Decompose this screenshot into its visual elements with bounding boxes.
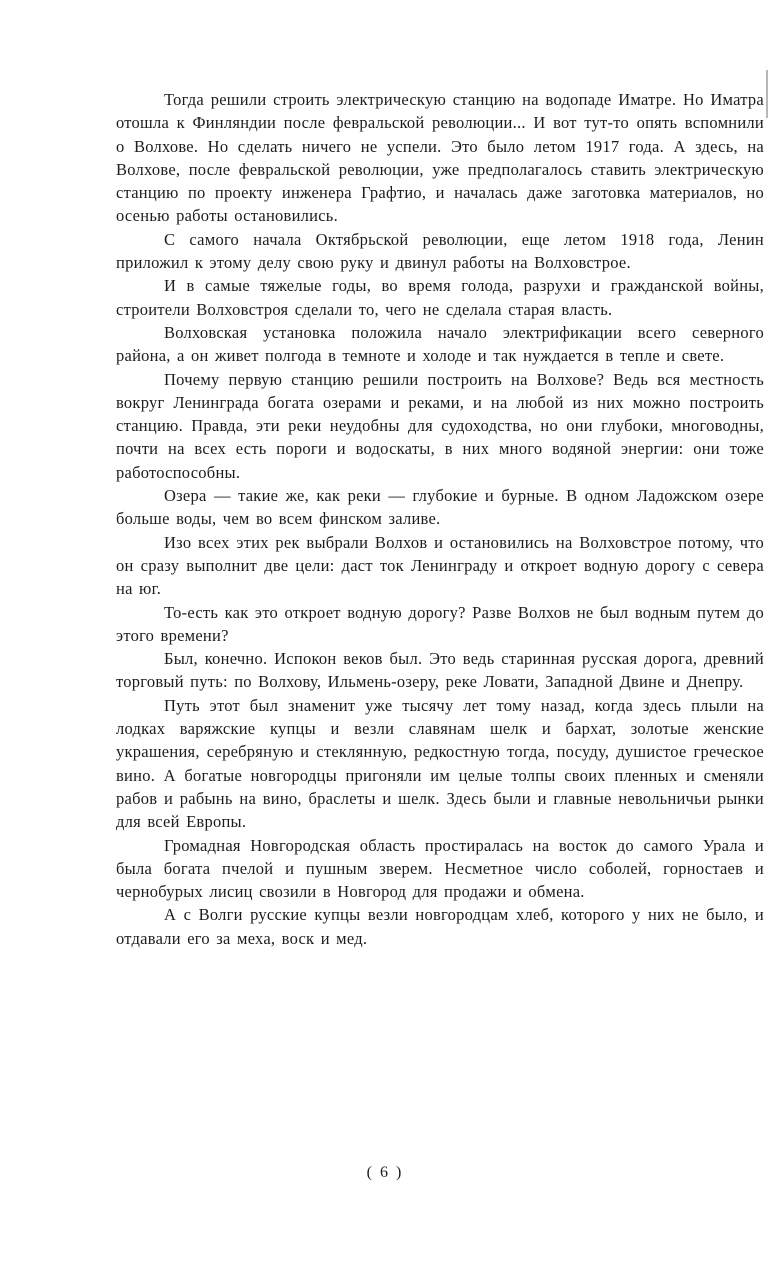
paragraph: А с Волги русские купцы везли новгородцам хлеб, которого у них не было, и отдавали его за меха, воск и мед. bbox=[116, 905, 764, 948]
paragraph: Волховская установка положила начало электрификации всего северного района, а он живет полгода в темноте и холоде и так нуждается в тепле и свете. bbox=[116, 322, 764, 366]
paragraph: Громадная Новгородская область простиралась на восток до самого Урала и была богата пчелой и пушным зверем. Несметное число соболей, горностаев и чернобурых лисиц свозили в Новгород для продажи и обмена. bbox=[116, 835, 764, 902]
paragraph: И в самые тяжелые годы, во время голода, разрухи и гражданской войны, строители Волховстроя сделали то, чего не сделала старая власть. bbox=[116, 276, 764, 319]
body-text bbox=[116, 88, 764, 950]
paragraph: Был, конечно. Испокон веков был. Это ведь старинная русская дорога, древний торговый путь: по Волхову, Ильмень-озеру, реке Ловати, Западной Двине и Днепру. bbox=[116, 649, 764, 692]
paragraph: Изо всех этих рек выбрали Волхов и остановились на Волховстрое потому, что он сразу выполнит две цели: даст ток Ленинграду и откроет водную дорогу с севера на юг. bbox=[116, 532, 764, 599]
paragraph: Путь этот был знаменит уже тысячу лет тому назад, когда здесь плыли на лодках варяжские купцы и везли славянам шелк и бархат, золотые женские украшения, серебряную и стеклянную, редкостную тогда, посуду, душистое греческое вино. А богатые новгородцы пригоняли им целые толпы своих пленных и сменяли рабов и рабынь на вино, браслеты и шелк. Здесь были и главные невольничьи рынки для всей Европы. bbox=[116, 695, 764, 832]
paragraph: Тогда решили строить электрическую станцию на водопаде Иматре. Но Иматра отошла к Финляндии после февральской революции... И вот тут-то опять вспомнили о Волхове. Но сделать ничего не успели. Это было летом 1917 года. А здесь, на Волхове, после февральской революции, уже предполагалось ставить электрическую станцию по проекту инженера Графтио, и началась даже заготовка материалов, но осенью работы остановились. bbox=[116, 90, 764, 226]
paragraph: Озера — такие же, как реки — глубокие и бурные. В одном Ладожском озере больше воды, чем во всем финском заливе. bbox=[116, 486, 764, 529]
paragraph: Почему первую станцию решили построить на Волхове? Ведь вся местность вокруг Ленинграда богата озерами и реками, и на любой из них можно построить станцию. Правда, эти реки неудобны для судоходства, но они глубоки, многоводны, почти на всех есть пороги и водоскаты, в них много водяной энергии: они тоже работоспособны. bbox=[116, 369, 764, 482]
page-number: ( 6 ) bbox=[366, 1164, 404, 1181]
paragraph: То-есть как это откроет водную дорогу? Разве Волхов не был водным путем до этого времени? bbox=[116, 602, 764, 645]
page-number-value: 6 bbox=[380, 1164, 390, 1181]
paragraph: С самого начала Октябрьской революции, еще летом 1918 года, Ленин приложил к этому делу свою руку и двинул работы на Волховстрое. bbox=[116, 229, 764, 273]
scan-edge-mark bbox=[766, 70, 768, 118]
